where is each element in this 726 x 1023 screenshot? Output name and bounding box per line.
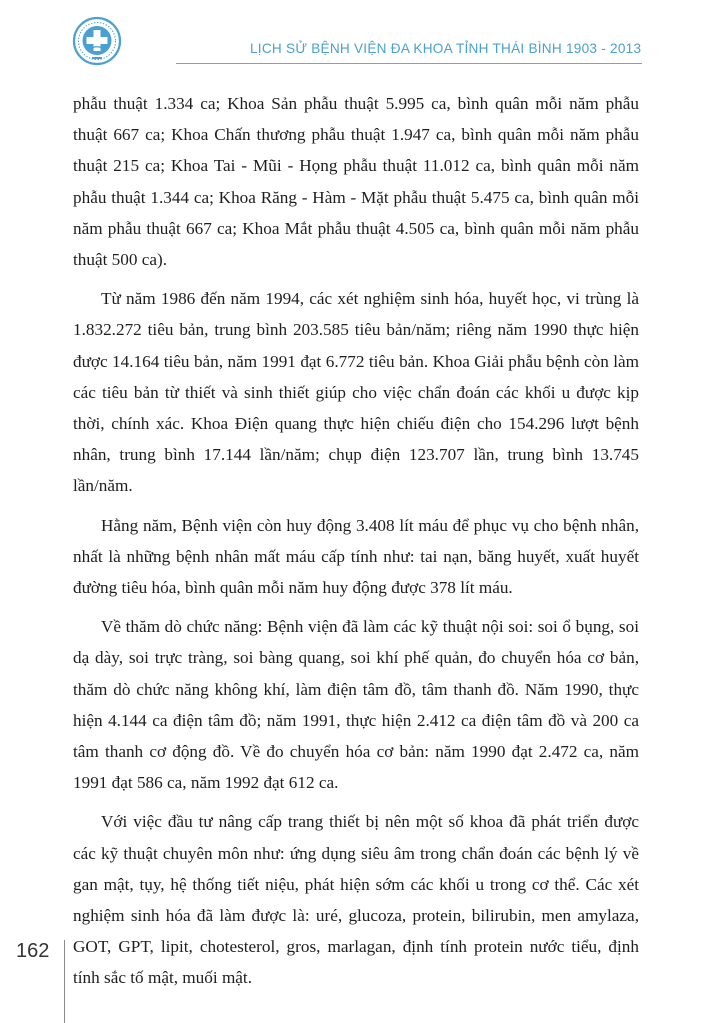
paragraph-2: Từ năm 1986 đến năm 1994, các xét nghiệm sinh hóa, huyết học, vi trùng là 1.832.272 tiêu bản, trung bình 203.585 tiêu bản/năm; riêng năm 1990 thực hiện được 14.164 tiêu bản, năm 1991 đạt 6.772 tiêu bản. Khoa Giải phẫu bệnh còn làm các tiêu bản từ thiết và sinh thiết giúp cho việc chẩn đoán các khối u được kịp thời, chính xác. Khoa Điện quang thực hiện chiếu điện cho 154.296 lượt bệnh nhân, trung bình 17.144 lần/năm; chụp điện 123.707 lần, trung bình 13.745 lần/năm.: [73, 289, 639, 496]
paragraph-4: Về thăm dò chức năng: Bệnh viện đã làm các kỹ thuật nội soi: soi ổ bụng, soi dạ dày, soi trực tràng, soi bàng quang, soi khí phế quản, đo chuyển hóa cơ bản, thăm dò chức năng không khí, làm điện tâm đồ, tâm thanh đồ. Năm 1990, thực hiện 4.144 ca điện tâm đồ; năm 1991, thực hiện 2.412 ca điện tâm đồ và 200 ca tâm thanh cơ động đồ. Về đo chuyển hóa cơ bản: năm 1990 đạt 2.472 ca, năm 1991 đạt 586 ca, năm 1992 đạt 612 ca.: [73, 617, 639, 793]
page-number: 162: [16, 940, 50, 962]
header-divider: [176, 63, 642, 64]
paragraph-5: Với việc đầu tư nâng cấp trang thiết bị nên một số khoa đã phát triển được các kỹ thuật chuyên môn như: ứng dụng siêu âm trong chẩn đoán các bệnh lý về gan mật, tụy, hệ thống tiết niệu, phát hiện sớm các khối u trong cơ thể. Các xét nghiệm sinh hóa đã làm được là: uré, glucoza, protein, bilirubin, men amylaza, GOT, GPT, lipit, chotesterol, gros, marlagan, định tính protein nước tiểu, định tính sắc tố mật, muối mật.: [73, 812, 639, 988]
paragraph-3: Hằng năm, Bệnh viện còn huy động 3.408 lít máu để phục vụ cho bệnh nhân, nhất là những bệnh nhân mất máu cấp tính như: tai nạn, băng huyết, xuất huyết đường tiêu hóa, bình quân mỗi năm huy động được 378 lít máu.: [73, 515, 639, 598]
page-body: [73, 88, 639, 1002]
page-number-divider: [64, 940, 65, 1023]
hospital-logo-icon: [72, 16, 122, 66]
paragraph-1: phẫu thuật 1.334 ca; Khoa Sản phẫu thuật 5.995 ca, bình quân mỗi năm phẫu thuật 667 ca; Khoa Chấn thương phẫu thuật 1.947 ca, bình quân mỗi năm phẫu thuật 215 ca; Khoa Tai - Mũi - Họng phẫu thuật 11.012 ca, bình quân mỗi năm phẫu thuật 1.344 ca; Khoa Răng - Hàm - Mặt phẫu thuật 5.475 ca, bình quân mỗi năm phẫu thuật 667 ca; Khoa Mắt phẫu thuật 4.505 ca, bình quân mỗi năm phẫu thuật 500 ca).: [73, 94, 639, 270]
running-header-title: LỊCH SỬ BỆNH VIỆN ĐA KHOA TỈNH THÁI BÌNH 1903 - 2013: [250, 41, 642, 56]
